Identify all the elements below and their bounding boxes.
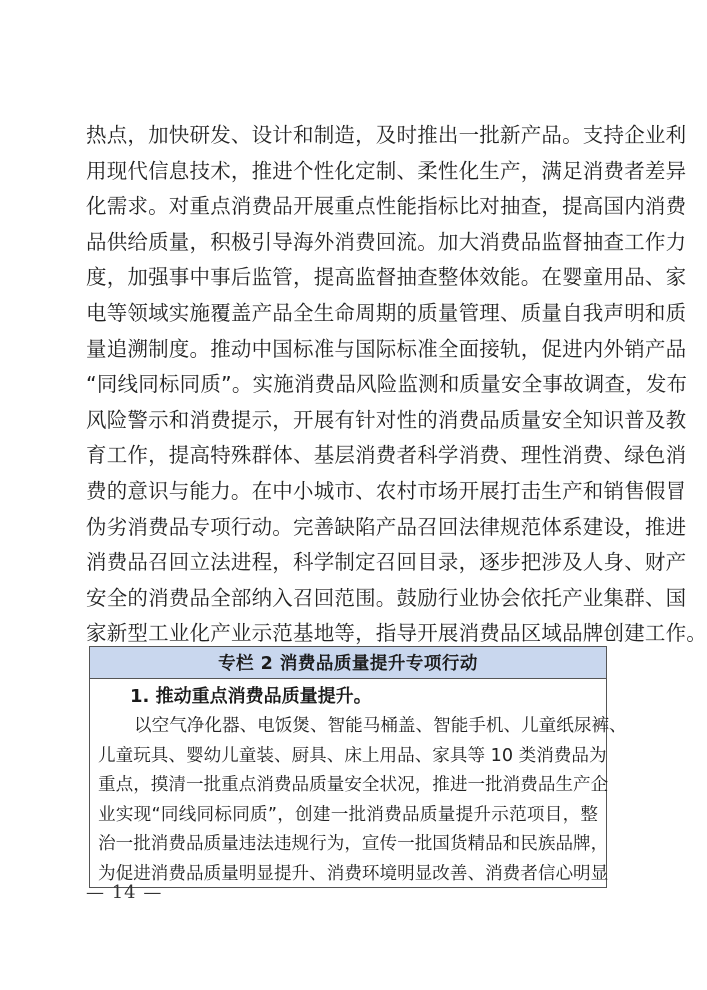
special-column-title: 专栏 2 消费品质量提升专项行动: [90, 647, 606, 679]
body-line: 品供给质量，积极引导海外消费回流。加大消费品监督抽查工作力: [86, 229, 687, 254]
box-line: 治一批消费品质量违法违规行为，宣传一批国货精品和民族品牌，: [98, 834, 609, 854]
body-line: 热点，加快研发、设计和制造，及时推出一批新产品。支持企业利: [86, 123, 687, 147]
special-column-subtitle: 1. 推动重点消费品质量提升。: [130, 686, 372, 707]
body-line: 育工作，提高特殊群体、基层消费者科学消费、理性消费、绿色消: [86, 443, 687, 468]
special-column-box: [89, 646, 627, 888]
body-line: 化需求。对重点消费品开展重点性能指标比对抽查，提高国内消费: [86, 194, 687, 219]
body-line: 安全的消费品全部纳入召回范围。鼓励行业协会依托产业集群、国: [86, 585, 687, 610]
box-line: 以空气净化器、电饭煲、智能马桶盖、智能手机、儿童纸尿裤、: [134, 716, 627, 736]
body-line: 电等领域实施覆盖产品全生命周期的质量管理、质量自我声明和质: [86, 300, 687, 325]
body-paragraph: [86, 118, 707, 652]
body-line: 量追溯制度。推动中国标准与国际标准全面接轨，促进内外销产品: [86, 336, 687, 361]
body-line: 用现代信息技术，推进个性化定制、柔性化生产，满足消费者差异: [86, 158, 687, 183]
body-line: 家新型工业化产业示范基地等，指导开展消费品区域品牌创建工作。: [86, 621, 707, 646]
box-line: 儿童玩具、婴幼儿童装、厨具、床上用品、家具等 10 类消费品为: [98, 745, 607, 766]
box-line: 重点，摸清一批重点消费品质量安全状况，推进一批消费品生产企: [98, 775, 609, 795]
body-line: 度，加强事中事后监管，提高监督抽查整体效能。在婴童用品、家: [86, 265, 687, 290]
body-line: 风险警示和消费提示，开展有针对性的消费品质量安全知识普及教: [86, 407, 687, 432]
body-line: 消费品召回立法进程，科学制定召回目录，逐步把涉及人身、财产: [86, 550, 687, 575]
body-line: 伪劣消费品专项行动。完善缺陷产品召回法律规范体系建设，推进: [86, 514, 687, 539]
box-line: 业实现“同线同标同质”，创建一批消费品质量提升示范项目，整: [98, 804, 598, 825]
page-number: — 14 —: [86, 882, 163, 903]
special-column-text: [98, 712, 627, 889]
body-line: 费的意识与能力。在中小城市、农村市场开展打击生产和销售假冒: [86, 478, 687, 503]
box-line: 为促进消费品质量明显提升、消费环境明显改善、消费者信心明显: [98, 863, 609, 884]
body-line: “同线同标同质”。实施消费品风险监测和质量安全事故调查，发布: [86, 372, 688, 397]
